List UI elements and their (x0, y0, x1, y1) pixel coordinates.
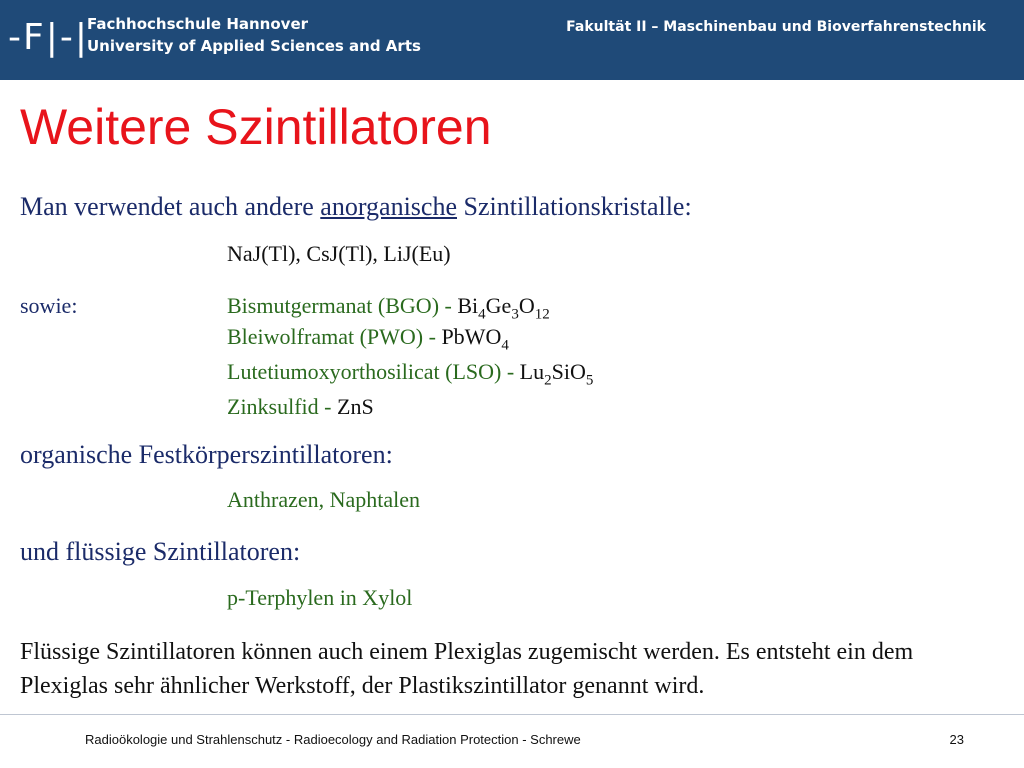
intro-after: Szintillationskristalle: (457, 192, 692, 221)
sowie-item-name: Lutetiumoxyorthosilicat (LSO) - (227, 359, 520, 384)
sowie-item-name: Bismutgermanat (BGO) - (227, 293, 458, 318)
intro-line (20, 192, 692, 222)
institution-line-1: Fachhochschule Hannover (87, 15, 309, 33)
chemical-formula: PbWO$_4$ (441, 324, 509, 354)
sowie-item-bgo (227, 293, 550, 323)
summary-paragraph: Flüssige Szintillatoren können auch einem Plexiglas zugemischt werden. Es entsteht ein dem Plexiglas sehr ähnlicher Werkstoff, der Plastikszintillator genannt wird. (20, 639, 914, 699)
page-number: 23 (949, 732, 964, 747)
slide-title: Weitere Szintillatoren (20, 99, 492, 155)
inorganic-examples: NaJ(Tl), CsJ(Tl), LiJ(Eu) (227, 241, 451, 266)
footer-divider (0, 714, 1024, 715)
chemical-formula: $Bi_4Ge_3O_{12}$ (457, 293, 550, 323)
chemical-formula: $Lu_2SiO_5$ (519, 359, 594, 389)
sowie-item-name: Zinksulfid - (227, 394, 337, 419)
institution-line-2: University of Applied Sciences and Arts (87, 37, 421, 55)
organic-examples: Anthrazen, Naphtalen (227, 487, 421, 512)
sowie-label: sowie: (20, 293, 78, 318)
sowie-item-lso (227, 359, 593, 389)
logo-text: -F|-| (8, 17, 89, 58)
fh-logo (8, 16, 89, 60)
institution-name (87, 13, 421, 57)
chemical-formula: ZnS (337, 394, 374, 419)
intro-underlined: anorganische (320, 192, 457, 221)
liquid-heading: und flüssige Szintillatoren: (20, 537, 301, 566)
sowie-item-zns (227, 394, 374, 420)
sowie-item-name: Bleiwolframat (PWO) - (227, 324, 442, 349)
liquid-examples: p-Terphylen in Xylol (227, 585, 413, 610)
intro-before: Man verwendet auch andere (20, 192, 321, 221)
sowie-item-pwo (227, 324, 509, 354)
organic-heading: organische Festkörperszintillatoren: (20, 440, 393, 469)
faculty-name: Fakultät II – Maschinenbau und Bioverfahrenstechnik (566, 19, 986, 35)
footer-text: Radioökologie und Strahlenschutz - Radioecology and Radiation Protection - Schrewe (85, 732, 581, 747)
